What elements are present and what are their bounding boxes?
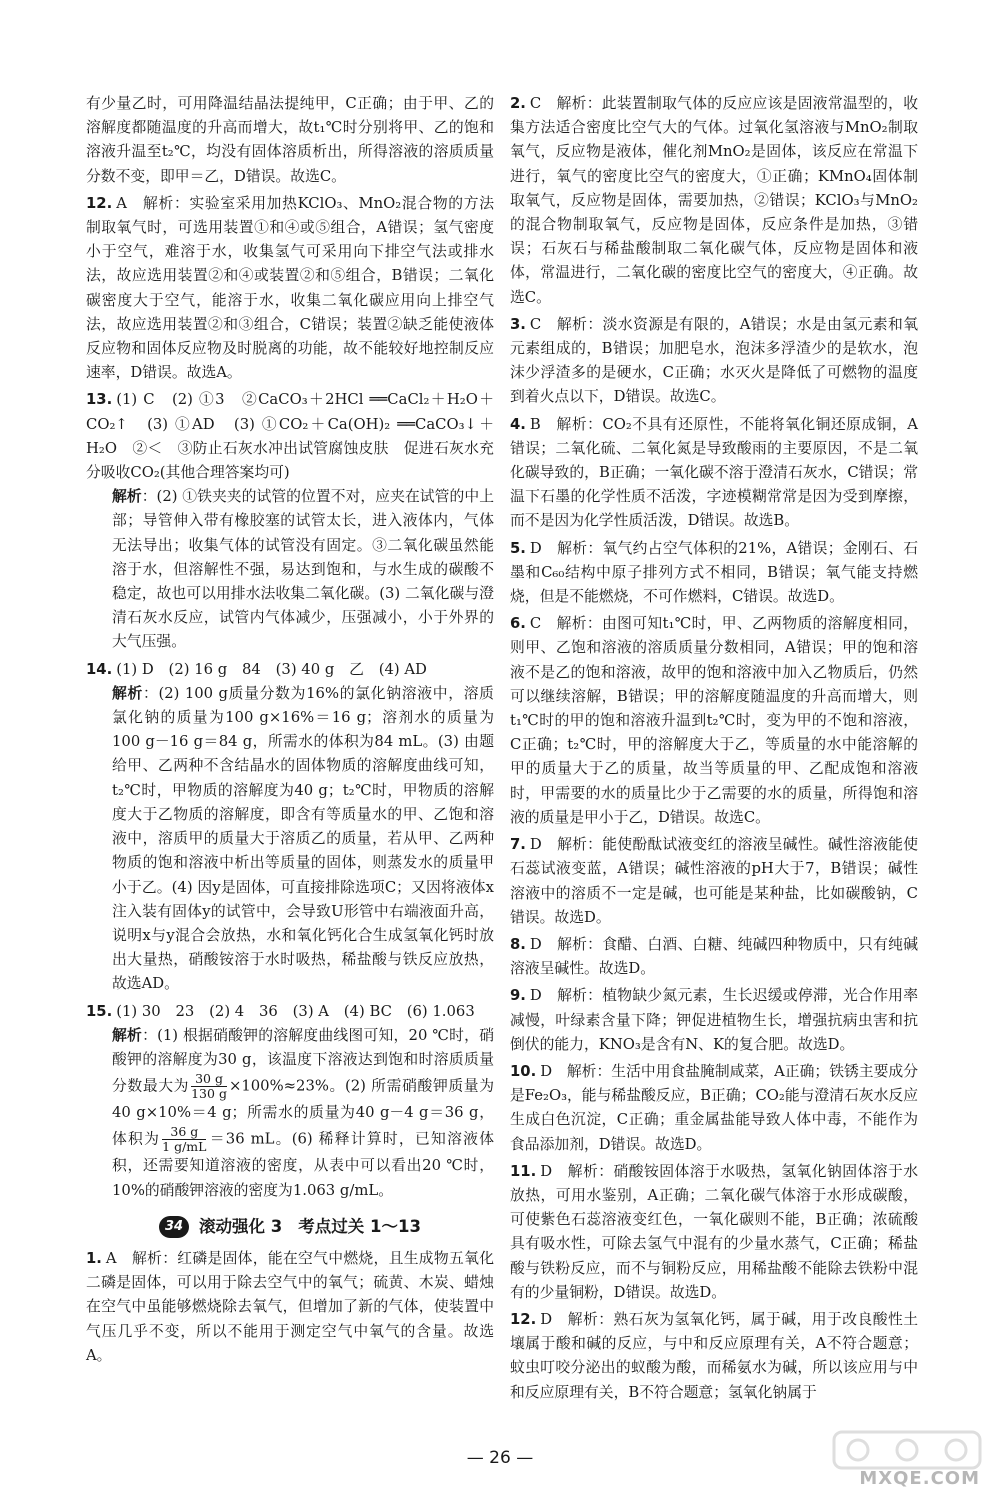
question-text: D 解析：熟石灰为氢氧化钙，属于碱，用于改良酸性土壤属于酸和碱的反应，与中和反应原理有关，A不符合题意；蚊虫叮咬分泌出的蚁酸为酸，而稀氨水为碱，所以该应用与中和反应原理有关，B不符合题意；氢氧化钠属于 [510, 1310, 918, 1401]
question-15 [86, 1000, 494, 1203]
question-12-right [510, 1308, 918, 1405]
page-number: — 26 — [466, 1448, 534, 1468]
question-13 [86, 388, 494, 654]
right-column [510, 92, 918, 1408]
watermark-text: MXQE.COM [859, 1468, 980, 1489]
analysis-text: ：(1) 根据硝酸钾的溶解度曲线图可知，20 ℃时，硝酸钾的溶解度为30 g，该温度下溶液达到饱和时溶质质量分数最大为 [112, 1026, 494, 1095]
numerator: 36 g [162, 1125, 206, 1140]
numerator: 30 g [191, 1072, 227, 1087]
section-heading [86, 1215, 494, 1239]
question-6 [510, 612, 918, 830]
fraction [191, 1072, 227, 1101]
question-number: 8. [510, 935, 526, 953]
question-text: B 解析：CO₂不具有还原性，不能将氧化铜还原成铜，A错误；二氧化硫、二氧化氮是导致酸雨的主要原因，不是二氧化碳导致的，B正确；一氧化碳不溶于澄清石灰水，C错误；常温下石墨的化学性质不活泼，字迹模糊常常是因为受到摩擦，而不是因为化学性质活泼，D错误。故选B。 [510, 415, 918, 530]
question-text: A 解析：实验室采用加热KClO₃、MnO₂混合物的方法制取氧气时，可选用装置①和④或⑤组合，A错误；氢气密度小于空气，难溶于水，收集氢气可采用向下排空气法或排水法，故应选用装置②和④或装置②和⑤组合，B错误；二氧化碳密度大于空气，能溶于水，收集二氧化碳应用向上排空气法，故应选用装置②和③组合，C错误；装置②缺乏能使液体反应物和固体反应物及时脱离的功能，故不能较好地控制反应速率，D错误。故选A。 [86, 194, 494, 382]
question-number: 14. [86, 660, 113, 678]
question-number: 1. [86, 1249, 102, 1267]
question-text: D 解析：硝酸铵固体溶于水吸热，氢氧化钠固体溶于水放热，可用水鉴别，A正确；二氧化碳气体溶于水形成碳酸，可使紫色石蕊溶液变红色，一氧化碳则不能，B正确；浓硫酸具有吸水性，可除去氢气中混有的少量水蒸气，C正确；稀盐酸与铁粉反应，而不与铜粉反应，用稀盐酸不能除去铁粉中混有的少量铜粉，D错误。故选D。 [510, 1162, 918, 1301]
analysis-text: ＝36 mL。(6) 稀释计算时，已知溶液体积，还需要知道溶液的密度，从表中可以看出20 ℃时，10%的硝酸钾溶液的密度为1.063 g/mL。 [112, 1130, 494, 1199]
analysis-label: 解析 [112, 488, 142, 506]
question-text: D 解析：植物缺少氮元素，生长迟缓或停滞，光合作用率减慢，叶绿素含量下降；钾促进植物生长，增强抗病虫害和抗倒伏的能力，KNO₃是含有N、K的复合肥。故选D。 [510, 987, 918, 1053]
question-number: 2. [510, 95, 526, 112]
section-title: 滚动强化 3 [199, 1216, 283, 1236]
fraction [162, 1125, 206, 1154]
question-9 [510, 984, 918, 1057]
analysis-text: ：(2) ①铁夹夹的试管的位置不对，应夹在试管的中上部；导管伸入带有橡胶塞的试管太长，进入液体内，气体无法导出；收集气体的试管没有固定。③二氧化碳虽然能溶于水，但溶解性不强，易达到饱和，与水生成的碳酸不稳定，故也可以用排水法收集二氧化碳。(3) 二氧化碳与澄清石灰水反应，试管内气体减少，压强减小，小于外界的大气压强。 [112, 488, 494, 651]
question-number: 7. [510, 836, 526, 854]
answer-text: (1) C (2) ①3 ②CaCO₃＋2HCl ══CaCl₂＋H₂O＋CO₂↑ (3) ①AD (3) ①CO₂＋Ca(OH)₂ ══CaCO₃↓＋H₂O ②＜ ③防止石灰水冲出试管腐蚀皮肤 促进石灰水充分吸收CO₂(其他合理答案均可) [86, 391, 494, 482]
section-subtitle: 考点过关 1～13 [298, 1216, 421, 1236]
question-number: 9. [510, 987, 526, 1005]
question-number: 13. [86, 391, 113, 409]
question-number: 12. [510, 1310, 537, 1328]
question-number: 12. [86, 194, 113, 212]
question-number: 4. [510, 415, 526, 433]
question-text: C 解析：淡水资源是有限的，A错误；水是由氢元素和氧元素组成的，B错误；加肥皂水，泡沫多浮渣少的是软水，泡沫少浮渣多的是硬水，C正确；水灭火是降低了可燃物的温度到着火点以下，D错误。故选C。 [510, 315, 918, 406]
question-number: 6. [510, 615, 526, 633]
analysis-label: 解析 [112, 1026, 143, 1044]
question-2 [510, 92, 918, 310]
question-11 [510, 1160, 918, 1305]
section-question-1 [86, 1247, 494, 1368]
question-10 [510, 1060, 918, 1157]
question-8 [510, 933, 918, 981]
analysis-text: ：(2) 100 g质量分数为16%的氯化钠溶液中，溶质氯化钠的质量为100 g×16%＝16 g；溶剂水的质量为100 g－16 g＝84 g，所需水的体积为84 mL。(3) 由题给甲、乙两种不含结晶水的固体物质的溶解度曲线可知，t₂℃时，甲物质的溶解度为40 g；t₂℃时，甲物质的溶解度大于乙物质的溶解度，即含有等质量水的甲、乙饱和溶液中，溶质甲的质量大于溶质乙的质量，若从甲、乙两种物质的饱和溶液中析出等质量的固体，则蒸发水的质量甲小于乙。(4) 因y是固体，可直接排除选项C；又因将液体x注入装有固体y的试管中，会导致U形管中右端液面升高，说明x与y混合会放热，水和氧化钙化合生成氢氧化钙时放出大量热，硝酸铵溶于水时吸热，稀盐酸与铁反应放热，故选AD。 [112, 684, 494, 993]
left-column [86, 92, 494, 1371]
question-number: 3. [510, 315, 526, 333]
question-number: 11. [510, 1162, 537, 1180]
question-text: C 解析：此装置制取气体的反应应该是固液常温型的，收集方法适合密度比空气大的气体。过氧化氢溶液与MnO₂制取氧气，反应物是液体，催化剂MnO₂是固体，该反应在常温下进行，氧气的密度比空气的密度大，①正确；KMnO₄固体制取氧气，反应物是固体，需要加热，②错误；KClO₃与MnO₂的混合物制取氧气，反应物是固体，反应条件是加热，③错误；石灰石与稀盐酸制取二氧化碳气体，反应物是固体和液体，常温进行，二氧化碳的密度比空气的密度大，④正确。故选C。 [510, 95, 918, 306]
question-12 [86, 192, 494, 386]
question-text: C 解析：由图可知t₁℃时，甲、乙两物质的溶解度相同，则甲、乙饱和溶液的溶质质量分数相同，A错误；甲的饱和溶液不是乙的饱和溶液，故甲的饱和溶液中加入乙物质后，仍然可以继续溶解，B错误；甲的溶解度随温度的升高而增大，则t₁℃时的甲的饱和溶液升温到t₂℃时，变为甲的不饱和溶液，C正确；t₂℃时，甲的溶解度大于乙，等质量的水中能溶解的甲的质量大于乙的质量，故当等质量的甲、乙配成饱和溶液时，甲需要的水的质量比少于乙需要的水的质量，所得饱和溶液的质量是甲小于乙，D错误。故选C。 [510, 615, 918, 826]
question-text: D 解析：食醋、白酒、白糖、纯碱四种物质中，只有纯碱溶液呈碱性。故选D。 [510, 935, 918, 978]
denominator: 1 g/mL [162, 1139, 207, 1155]
answer-text: (1) 30 23 (2) 4 36 (3) A (4) BC (6) 1.063 [116, 1002, 475, 1020]
question-number: 5. [510, 539, 526, 557]
analysis-text: ×100%≈23%。(2) 所需硝酸钾质量为40 g×10%＝4 g；所需水的质量为40 g－4 g＝36 g，体积为 [112, 1077, 494, 1148]
question-text: D 解析：能使酚酞试液变红的溶液呈碱性。碱性溶液能使石蕊试液变蓝，A错误；碱性溶液的pH大于7，B错误；碱性溶液中的溶质不一定是碱，也可能是某种盐，比如碳酸钠，C错误。故选D。 [510, 836, 918, 926]
intro-text: 有少量乙时，可用降温结晶法提纯甲，C正确；由于甲、乙的溶解度都随温度的升高而增大，故t₁℃时分别将甲、乙的饱和溶液升温至t₂℃，均没有固体溶质析出，所得溶液的溶质质量分数不变，即甲＝乙，D错误。故选C。 [86, 95, 494, 185]
question-14 [86, 658, 494, 997]
question-number: 10. [510, 1062, 537, 1080]
answer-text: (1) D (2) 16 g 84 (3) 40 g 乙 (4) AD [116, 660, 427, 678]
question-number: 15. [86, 1002, 113, 1020]
section-badge-icon: 34 [159, 1216, 189, 1238]
intro-paragraph [86, 92, 494, 189]
analysis-label: 解析 [112, 684, 143, 702]
question-text: D 解析：生活中用食盐腌制咸菜，A正确；铁锈主要成分是Fe₂O₃，能与稀盐酸反应，B正确；CO₂能与澄清石灰水反应生成白色沉淀，C正确；重金属盐能导致人体中毒，不能作为食品添加剂，D错误。故选D。 [510, 1062, 918, 1153]
question-text: A 解析：红磷是固体，能在空气中燃烧，且生成物五氧化二磷是固体，可以用于除去空气中的氧气；硫黄、木炭、蜡烛在空气中虽能够燃烧除去氧气，但增加了新的气体，使装置中气压几乎不变，所以不能用于测定空气中氧气的含量。故选A。 [86, 1249, 494, 1364]
question-text: D 解析：氧气约占空气体积的21%，A错误；金刚石、石墨和C₆₀结构中原子排列方式不相同，B错误；氧气能支持燃烧，但是不能燃烧，不可作燃料，C错误。故选D。 [510, 539, 918, 606]
question-5 [510, 537, 918, 610]
question-4 [510, 413, 918, 534]
question-7 [510, 833, 918, 930]
denominator: 130 g [191, 1086, 227, 1102]
question-3 [510, 313, 918, 410]
